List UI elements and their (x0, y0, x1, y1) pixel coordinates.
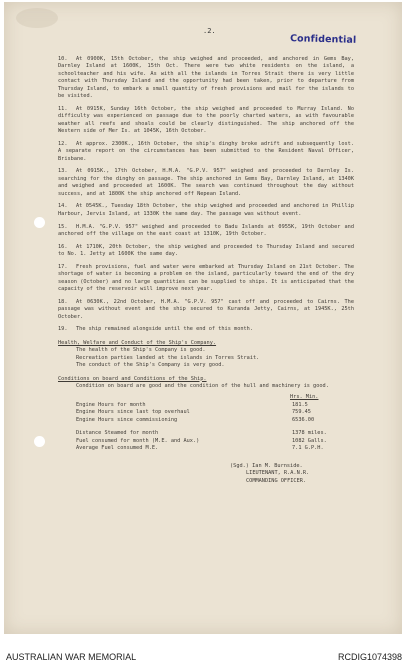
archive-footer (0, 638, 410, 666)
hours-column-header: Hrs. Min. (290, 394, 319, 401)
paragraph-number: 18. (58, 298, 68, 305)
paragraph-text: At 0630K., 22nd October, H.M.A. "G.P.V. 957" cast off and proceeded to Cairns. The passage was without event and the ship secured to Kuranda Jetty, Cairns, at 1945K., 25th October. (58, 298, 354, 320)
paragraph-number: 14. (58, 203, 68, 210)
paragraph-number: 10. (58, 56, 68, 62)
health-line: The conduct of the Ship's Company is very good. (76, 362, 225, 369)
document-body (58, 56, 354, 485)
health-line: The health of the Ship's Company is good. (76, 347, 206, 354)
punch-hole (34, 217, 45, 228)
stats-value: 6536.00 (292, 416, 315, 423)
paragraph-number: 15. (58, 223, 68, 230)
numbered-paragraph (58, 141, 354, 163)
paragraph-text: At 0915K., 17th October, H.M.A. "G.P.V. 957" weighed and proceeded to Darnley Is. searching for the dinghy on passage. The ship anchored in Gems Bay, Darnley Island, at 1340K and weighed and proceeded at 1600K. The search was continued throughout the day without success, and at 1800K the ship anchored off Nepean Island. (58, 168, 354, 197)
paragraph-text: H.M.A. "G.P.V. 957" weighed and proceeded to Badu Islands at 0955K, 19th October and anchored off the village on the east coast at 1310K, 19th October. (58, 223, 354, 237)
stats-value: 759.45 (292, 409, 311, 416)
numbered-paragraph (58, 56, 354, 101)
stats-row (58, 438, 354, 445)
stats-row (58, 409, 354, 416)
signature-title: COMMANDING OFFICER. (246, 477, 307, 484)
stats-label: Average Fuel consumed M.E. (76, 445, 159, 452)
numbered-paragraph (58, 244, 354, 259)
numbered-paragraph (58, 106, 354, 136)
stats-row (58, 430, 354, 437)
stats-value: 1378 miles. (292, 430, 327, 437)
stats-value: 7.1 G.P.H. (292, 445, 324, 452)
paragraph-number: 13. (58, 168, 68, 175)
stats-label: Distance Steamed for month (76, 430, 159, 437)
page-number: .2. (203, 27, 216, 35)
numbered-paragraph (58, 168, 354, 198)
archive-name: AUSTRALIAN WAR MEMORIAL (6, 652, 137, 662)
paragraph-number: 19. (58, 326, 68, 333)
numbered-paragraph (58, 326, 354, 333)
stats-row (58, 417, 354, 424)
stats-value: 1082 Galls. (292, 437, 327, 444)
paragraph-text: At 0915K, Sunday 16th October, the ship weighed and proceeded to Murray Island. No difficulty was experienced on passage due to the poorly charted waters, as with favourable weather all reefs and shoals could be clearly distinguished. The ship anchored off the Western side of Mer Is. at 1045K, 16th October. (58, 105, 354, 135)
numbered-paragraph (58, 224, 354, 239)
conditions-heading: Conditions on board and Conditions of the Ship. (58, 375, 207, 382)
conditions-intro: Condition on board are good and the condition of the hull and machinery is good. (76, 383, 329, 389)
health-line: Recreation parties landed at the islands in Torres Strait. (76, 354, 260, 361)
paper-stain (16, 8, 58, 28)
numbered-paragraph (58, 264, 354, 294)
paragraph-text: At 0545K., Tuesday 18th October, the ship weighed and proceeded and anchored in Phillip Harbour, Jervis Island, at 1330K the same day. The passage was without event. (58, 203, 354, 217)
confidential-stamp: Confidential (289, 33, 357, 46)
stats-row (58, 402, 354, 409)
stats-label: Engine Hours since commissioning (76, 416, 178, 423)
stats-value: 181.5 (292, 401, 308, 408)
paragraph-number: 12. (58, 140, 68, 147)
stats-label: Engine Hours since last top overhaul (76, 409, 190, 416)
signature-rank: LIEUTENANT, R.A.N.R. (246, 470, 310, 477)
stats-row (58, 445, 354, 452)
paragraph-text: At 0900K, 15th October, the ship weighed and proceeded, and anchored in Gems Bay, Darnley Island at 1600K, 15th Oct. There were two white residents on the island, a schoolteacher and his wife. As with all the islands in Torres Strait there is very little contact with Thursday Island and the opportunity had been taken, prior to departure from Thursday Island, to embark a small quantity of fresh provisions and mail for the islands to be visited. (58, 56, 354, 100)
signature-name: (Sgd.) Ian M. Burnside. (230, 462, 303, 469)
paragraph-text: At 1710K, 20th October, the ship weighed and proceeded to Thursday Island and secured to No. 1. Jetty at 1600K the same day. (58, 243, 354, 258)
numbered-paragraph (58, 299, 354, 321)
paragraph-number: 11. (58, 105, 68, 112)
stats-label: Engine Hours for month (76, 401, 146, 408)
paragraph-text: At approx. 2300K., 16th October, the ship's dinghy broke adrift and subsequently lost. A separate report on the circumstances has been submitted to the Resident Naval Officer, Brisbane. (58, 140, 354, 162)
stats-label: Fuel consumed for month (M.E. and Aux.) (76, 437, 200, 444)
record-id: RCDIG1074398 (337, 652, 402, 662)
paragraph-number: 17. (58, 263, 68, 270)
numbered-paragraphs (58, 56, 354, 334)
paragraph-number: 16. (58, 243, 68, 250)
paragraph-text: Fresh provisions, fuel and water were embarked at Thursday Island on 21st October. The shortage of water is becoming a problem on the island, particularly toward the end of the dry season (October) and no large quantities can be supplied to ships. It is anticipated that the capacity of the reservoir will improve next year. (58, 263, 354, 293)
punch-hole (34, 436, 45, 447)
numbered-paragraph (58, 203, 354, 218)
health-heading: Health, Welfare and Conduct of the Ship's Company. (58, 339, 217, 346)
paragraph-text: The ship remained alongside until the end of this month. (76, 326, 254, 333)
